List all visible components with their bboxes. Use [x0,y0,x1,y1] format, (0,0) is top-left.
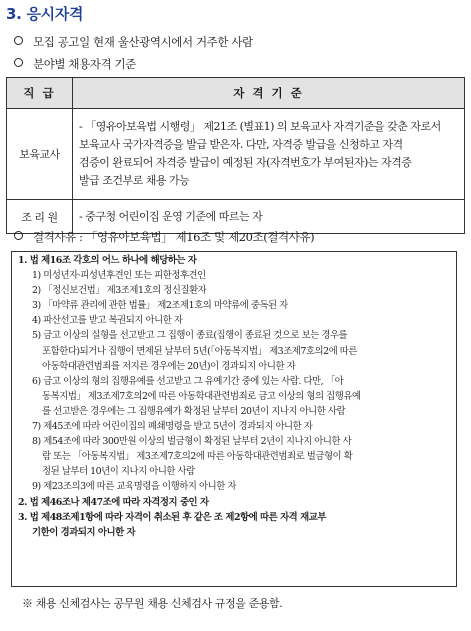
circle-bullet-icon [14,231,23,240]
criteria-line: 보육교사 국가자격증을 발급 받은자. 다만, 자격증 발급을 신청하고 자격 [79,138,403,151]
reason-line: 3) 「마약류 관리에 관한 법률」 제2조제1호의 마약류에 중독된 자 [32,300,288,312]
reason-line: 6) 금고 이상의 형의 집행유예를 선고받고 그 유예기간 중에 있는 사람. 다만, 「아 [32,375,344,387]
disqualification-box [11,251,457,587]
role-cook: 조 리 원 [7,200,73,234]
reason-line: 9) 제23조의3에 따른 교육명령을 이행하지 아니한 자 [32,481,236,493]
qualification-table [6,77,465,234]
header-criteria: 자 격 기 준 [73,78,465,109]
bullet-residency [14,34,253,50]
reason-line: 7) 제45조에 따라 어린이집의 폐쇄명령을 받고 5년이 경과되지 아니한 자 [32,421,313,433]
criteria-line: 발급 조건부로 채용 가능 [79,174,190,187]
table-header-row [7,78,465,109]
reason-line: 정된 날부터 10년이 지나지 아니한 사람 [42,466,195,478]
circle-bullet-icon [14,36,23,45]
reason-line: 아동학대관련범죄를 저지른 경우에는 20년)이 경과되지 아니한 자 [42,360,296,372]
reason-line: 동복지법」 제3조제7호의2에 따른 아동학대관련범죄로 금고 이상의 형의 집행유예 [42,390,361,402]
section-title: 3. 응시자격 [6,5,84,23]
criteria-line: - 중구청 어린이집 운영 기준에 따르는 자 [79,209,263,223]
criteria-childcare-teacher [73,109,465,200]
table-row [7,109,465,200]
bullet-criteria [14,56,136,72]
criteria-line: - 「영유아보육법 시행령」 제21조 (별표1) 의 보육교사 자격기준을 갖춘 자로서 [79,120,441,133]
bullet-criteria-text: 분야별 채용자격 기준 [33,57,136,71]
reason-line: 2. 법 제46조나 제47조에 따라 자격정지 중인 자 [18,496,209,508]
reason-line: 포함한다)되거나 집행이 면제된 날부터 5년(「아동복지법」 제3조제7호의2에 따른 [42,345,357,357]
reason-line: 4) 파산선고를 받고 복권되지 아니한 자 [32,315,183,327]
reason-line: 8) 제54조에 따라 300만원 이상의 벌금형이 확정된 날부터 2년이 지나지 아니한 사 [32,436,352,448]
reason-line: 기한이 경과되지 아니한 자 [32,526,136,538]
bullet-residency-text: 모집 공고일 현재 울산광역시에서 거주한 사람 [33,35,253,49]
reason-line: 1. 법 제16조 각호의 어느 하나에 해당하는 자 [18,255,197,266]
reason-line: 2) 「정신보건법」 제3조제1호의 정신질환자 [32,285,207,297]
criteria-line: 검증이 완료되어 자격증 발급이 예정된 자(자격번호가 부여된자)는 자격증 [79,156,412,169]
physical-exam-note: ※ 채용 신체검사는 공무원 채용 신체검사 규정을 준용함. [22,597,283,610]
role-childcare-teacher: 보육교사 [7,109,73,200]
reason-line: 3. 법 제48조제1항에 따라 자격이 취소된 후 같은 조 제2항에 따른 자격 재교부 [18,511,326,523]
circle-bullet-icon [14,58,23,67]
disqualification-heading: 결격사유 : 「영유아보육법」 제16조 및 제20조(결격사유) [33,230,315,244]
reason-line: 람 또는 「아동복지법」 제3조제7호의2에 따른 아동학대관련범죄로 벌금형이 확 [42,451,353,463]
reason-line: 를 선고받은 경우에는 그 집행유예가 확정된 날부터 20년이 지나지 아니한 사람 [42,405,346,417]
header-rank: 직 급 [7,78,73,109]
reason-line: 5) 금고 이상의 실형을 선고받고 그 집행이 종료(집행이 종료된 것으로 보는 경우를 [32,330,348,342]
reason-line: 1) 미성년자·피성년후견인 또는 피한정후견인 [32,270,206,282]
bullet-disqualification [14,229,314,245]
